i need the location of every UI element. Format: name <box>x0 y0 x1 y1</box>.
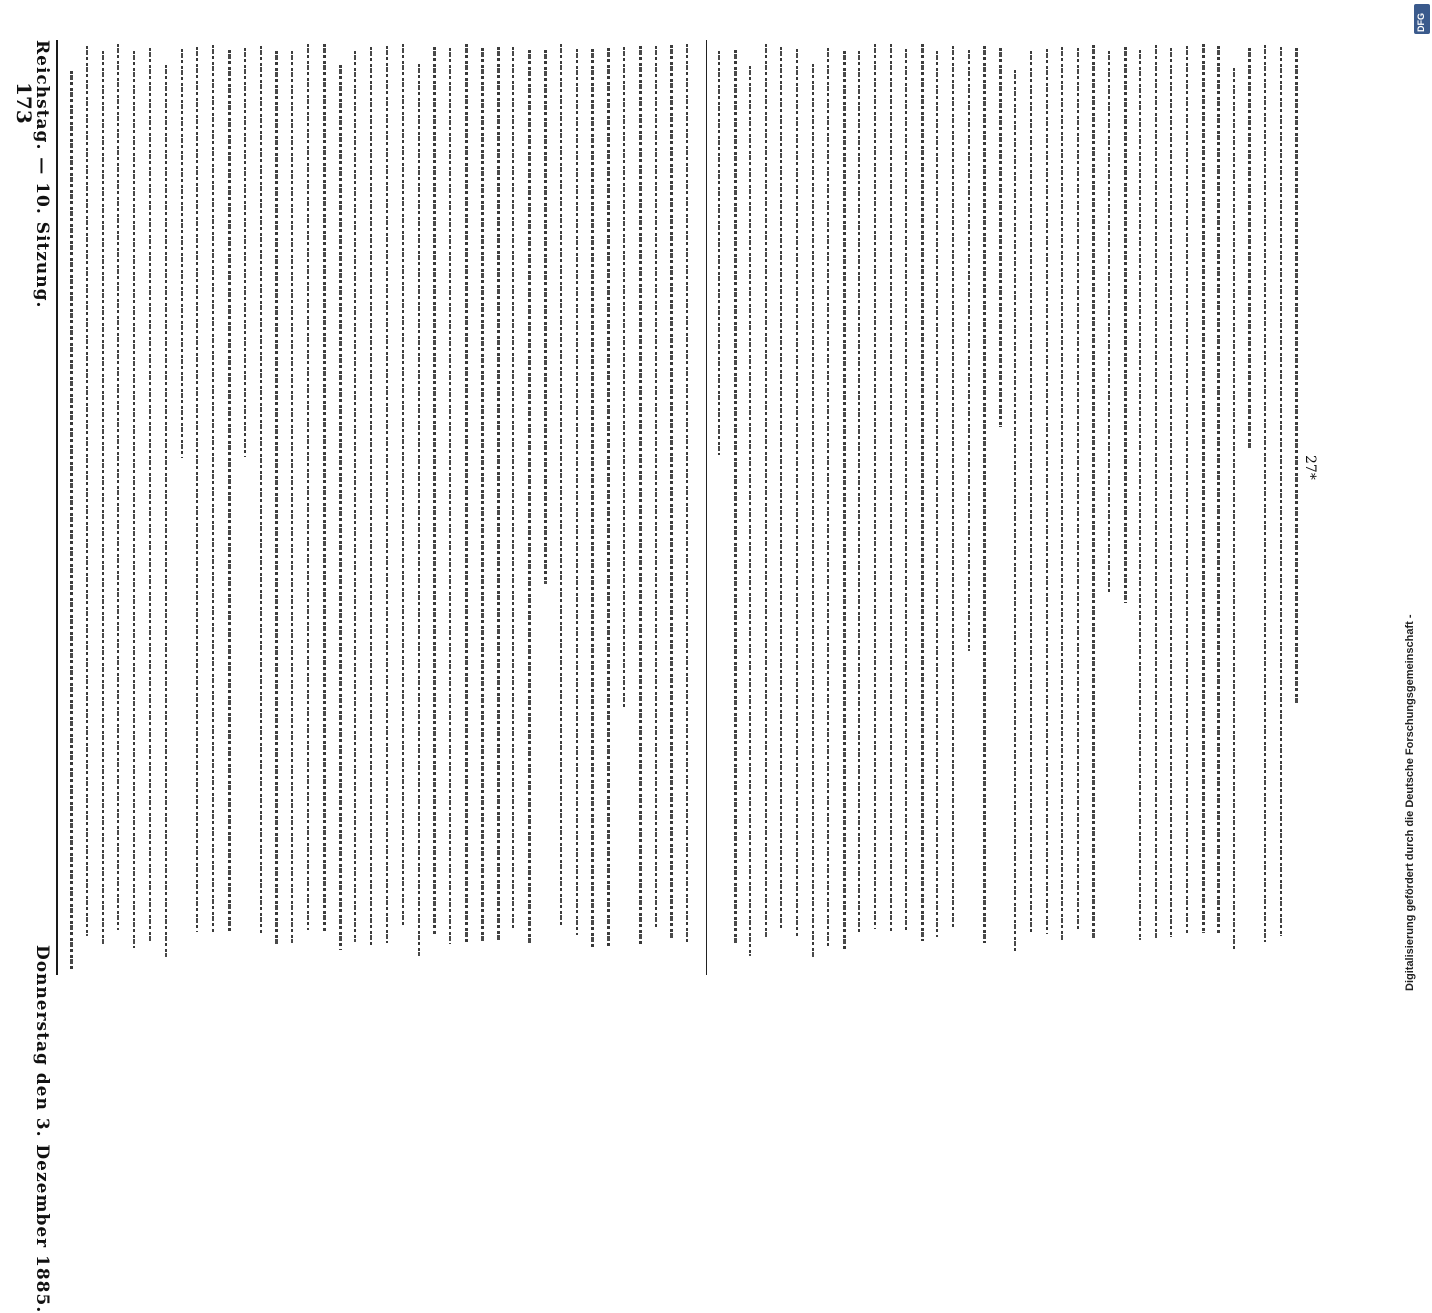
text-line <box>1295 48 1298 705</box>
dfg-logo-text: DFG <box>1416 13 1426 32</box>
text-line <box>196 47 198 932</box>
text-line <box>890 44 892 931</box>
text-line <box>1108 51 1110 593</box>
text-line <box>418 64 420 956</box>
text-line <box>1233 68 1235 950</box>
text-line <box>339 65 342 950</box>
text-line <box>181 49 183 458</box>
running-head-center: Donnerstag den 3. Dezember 1885. <box>32 944 52 1313</box>
page-number: 173 <box>12 82 36 124</box>
text-line <box>449 48 451 944</box>
text-line <box>1248 48 1251 450</box>
text-line <box>843 51 846 951</box>
digitization-caption-text: Digitalisierung gefördert durch die Deutsche Forschungsgemeinschaft - <box>1404 614 1416 991</box>
signature-mark: 27* <box>1302 455 1318 480</box>
text-line <box>827 48 829 948</box>
text-line <box>86 46 88 936</box>
text-column-right <box>714 40 1314 980</box>
text-line <box>386 46 388 943</box>
text-line <box>983 46 986 943</box>
text-line <box>999 48 1002 427</box>
text-line <box>228 50 231 932</box>
text-line <box>370 47 372 947</box>
text-line <box>165 65 167 957</box>
text-line <box>952 46 954 929</box>
text-line <box>560 44 562 926</box>
text-line <box>117 44 119 930</box>
text-line <box>749 66 751 956</box>
text-line <box>433 47 436 934</box>
text-line <box>1014 70 1016 951</box>
text-line <box>670 45 673 940</box>
text-line <box>936 51 938 937</box>
text-line <box>1217 46 1220 933</box>
text-line <box>275 51 278 945</box>
text-line <box>1264 45 1266 942</box>
text-line <box>102 51 104 944</box>
text-line <box>874 44 876 929</box>
text-line <box>497 47 500 940</box>
running-head <box>30 40 52 1313</box>
text-line <box>780 47 782 930</box>
text-line <box>323 44 326 931</box>
text-line <box>260 46 262 934</box>
text-line <box>765 44 767 937</box>
text-column-left <box>66 40 706 980</box>
column-divider <box>706 40 707 975</box>
text-line <box>796 49 798 936</box>
text-line <box>1030 51 1032 932</box>
text-line <box>905 49 907 930</box>
text-line <box>968 50 970 651</box>
text-line <box>623 47 625 710</box>
text-line <box>607 48 610 946</box>
text-line <box>1046 49 1048 934</box>
running-head-text <box>32 40 52 1313</box>
text-line <box>1092 45 1095 940</box>
text-line <box>307 44 309 930</box>
text-line <box>1155 45 1157 938</box>
page-number-container <box>10 82 40 122</box>
text-line <box>921 44 924 941</box>
text-line <box>402 44 404 925</box>
text-line <box>512 47 514 930</box>
text-line <box>133 51 135 948</box>
text-line <box>1061 47 1063 940</box>
text-line <box>1186 46 1188 933</box>
text-line <box>481 48 484 941</box>
text-line <box>212 45 214 932</box>
text-line <box>1280 47 1282 936</box>
text-line <box>686 44 688 942</box>
text-line <box>1124 47 1127 603</box>
text-line <box>1139 50 1141 940</box>
text-line <box>354 51 356 942</box>
signature-mark-container <box>1300 455 1320 495</box>
text-line <box>244 48 246 457</box>
text-line <box>639 46 642 944</box>
text-line <box>812 64 814 958</box>
text-line <box>576 49 578 935</box>
text-line <box>858 51 860 935</box>
dfg-logo <box>1414 4 1430 34</box>
text-line <box>465 44 468 944</box>
text-line <box>528 50 531 943</box>
running-head-left: Reichstag. — 10. Sitzung. <box>32 40 52 309</box>
digitization-caption <box>1404 6 1428 991</box>
text-line <box>655 46 657 929</box>
text-line <box>1077 48 1079 932</box>
text-line <box>1170 48 1172 937</box>
running-head-rule <box>56 40 58 975</box>
text-line <box>70 71 73 970</box>
text-line <box>544 50 547 584</box>
text-line <box>149 48 151 941</box>
text-line <box>734 50 737 945</box>
text-line <box>718 51 720 455</box>
text-line <box>1202 44 1205 933</box>
text-line <box>591 49 594 949</box>
text-line <box>291 51 293 943</box>
